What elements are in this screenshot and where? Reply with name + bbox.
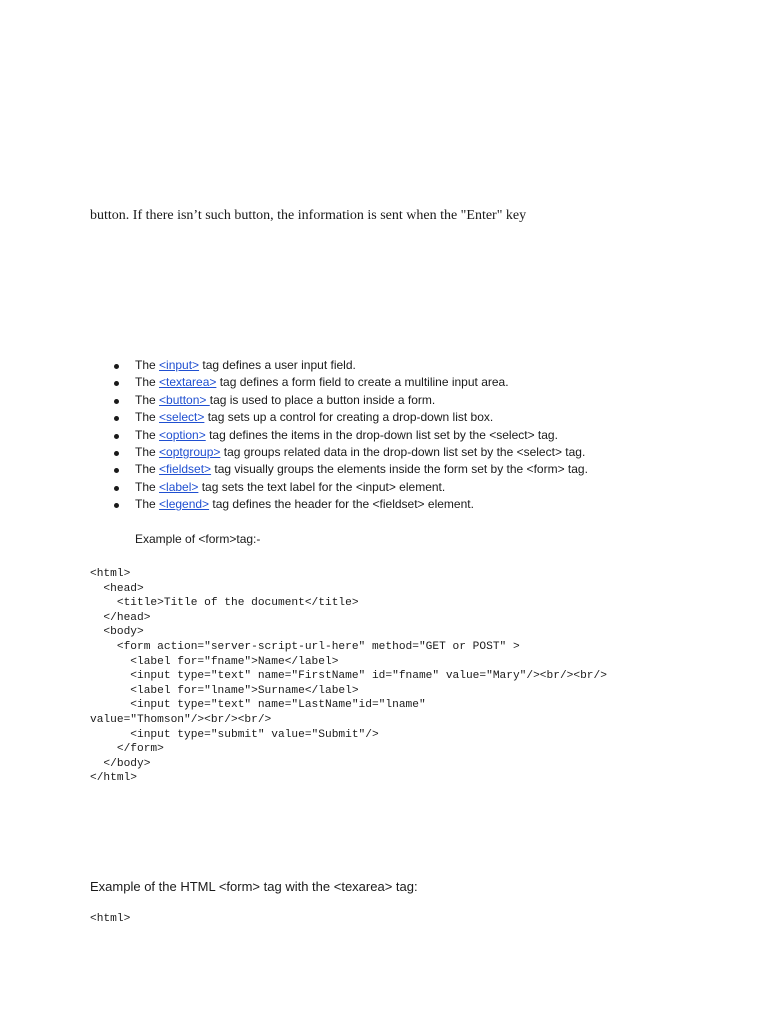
list-item bbox=[112, 392, 588, 409]
list-item-prefix: The bbox=[135, 410, 160, 425]
list-item-text: tag is used to place a button inside a form. bbox=[209, 392, 436, 407]
optgroup-tag-link[interactable]: <optgroup> bbox=[159, 445, 221, 460]
list-item-prefix: The bbox=[135, 358, 160, 372]
list-item-text: tag defines the items in the drop-down list set by the <select> tag. bbox=[205, 427, 558, 442]
form-tags-list bbox=[112, 357, 588, 514]
list-item-prefix: The bbox=[135, 427, 160, 442]
button-tag-link[interactable]: <button> bbox=[159, 392, 210, 407]
code-block: <html> <head> <title>Title of the document</title> </head> <body> <form action="server-script-url-here" method="GET or POST" > <label for="fname">Name</label> <input type="text" name="FirstName" id="fname" value="Mary"/><br/><br/> <label for="lname">Surname</label> <input type="text" name="LastName"id="lname" value="Thomson"/><br/><br/> <input type="submit" value="Submit"/> </form> </body> </html> bbox=[90, 568, 607, 785]
list-item-prefix: The bbox=[135, 497, 160, 512]
list-item bbox=[112, 461, 588, 478]
select-tag-link[interactable]: <select> bbox=[159, 410, 205, 425]
option-tag-link[interactable]: <option> bbox=[159, 427, 206, 442]
code-block-2: <html> bbox=[90, 913, 131, 925]
list-item bbox=[112, 374, 588, 391]
textarea-tag-link[interactable]: <textarea> bbox=[159, 375, 217, 390]
list-item-text: tag defines a user input field. bbox=[199, 358, 356, 372]
list-item-text: tag sets up a control for creating a drop-down list box. bbox=[204, 410, 494, 425]
list-item bbox=[112, 427, 588, 444]
list-item-text: tag sets the text label for the <input> element. bbox=[198, 479, 446, 494]
paragraph-text: button. If there isn’t such button, the information is sent when the "Enter" key bbox=[90, 208, 527, 223]
list-item-prefix: The bbox=[135, 375, 160, 390]
list-item bbox=[112, 357, 588, 374]
list-item-prefix: The bbox=[135, 445, 160, 460]
list-item bbox=[112, 496, 588, 513]
example-label: Example of <form>tag:- bbox=[135, 532, 261, 546]
list-item bbox=[112, 479, 588, 496]
input-tag-link[interactable]: <input> bbox=[159, 358, 200, 372]
list-item-text: tag visually groups the elements inside the form set by the <form> tag. bbox=[211, 462, 588, 477]
list-item-prefix: The bbox=[135, 392, 160, 407]
label-tag-link[interactable]: <label> bbox=[159, 479, 199, 494]
section-heading: Example of the HTML <form> tag with the <texarea> tag: bbox=[90, 879, 418, 894]
list-item-text: tag defines a form field to create a multiline input area. bbox=[216, 375, 509, 390]
list-item-prefix: The bbox=[135, 462, 160, 477]
list-item bbox=[112, 444, 588, 461]
list-item-text: tag defines the header for the <fieldset> element. bbox=[209, 497, 474, 512]
list-item-prefix: The bbox=[135, 479, 160, 494]
list-item-text: tag groups related data in the drop-down list set by the <select> tag. bbox=[220, 445, 586, 460]
fieldset-tag-link[interactable]: <fieldset> bbox=[159, 462, 212, 477]
list-item bbox=[112, 409, 588, 426]
legend-tag-link[interactable]: <legend> bbox=[159, 497, 210, 512]
